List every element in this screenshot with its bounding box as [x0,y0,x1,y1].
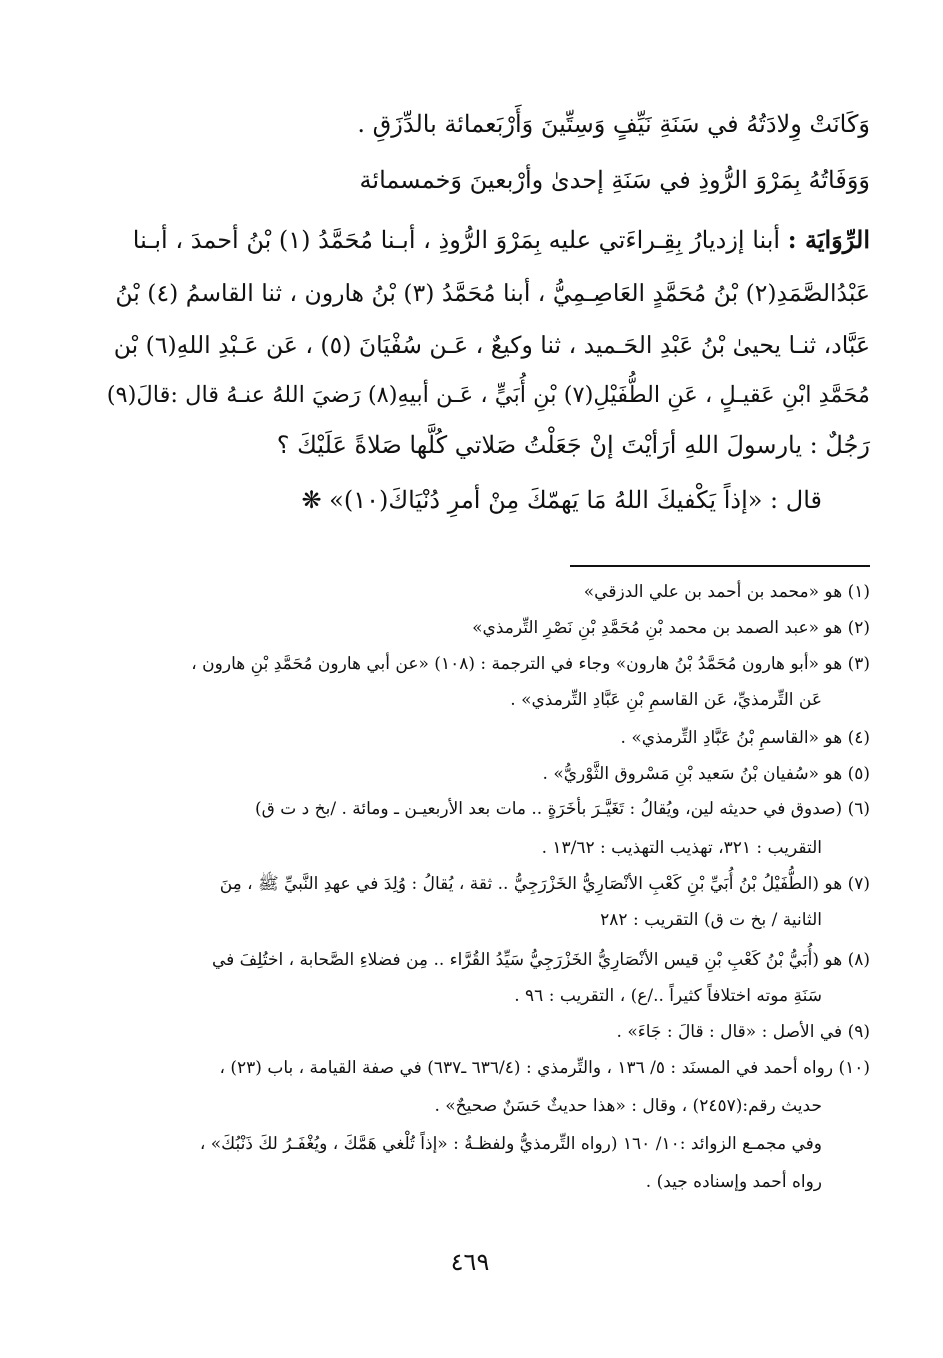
footnote-separator [570,565,870,567]
footnote-10-line-2: حديث رقم:(٢٤٥٧) ، وقال : «هذا حديثٌ حَسَنٌ صحيحٌ» . [434,1096,822,1116]
footnote-6-line-2: التقريب : ٣٢١، تهذيب التهذيب : ١٣/٦٢ . [541,838,822,858]
footnote-10-line-1: (١٠) رواه أحمد في المسنَد : ٥/ ١٣٦ ، والتِّرمذي : (٦٣٦/٤ ـ٦٣٧) في صفة القيامة ، باب (٢٣) ، [219,1058,870,1078]
footnote-10-line-3: وفي مجمـع الزوائد :١٠/ ١٦٠ (رواه التِّرمذيُّ ولفظـةُ : «إذاً تُلْغي هَمَّكَ ، ويُغْفَـرُ لكَ ذَنْبُكَ» ، [199,1134,822,1154]
footnote-9: (٩) في الأصل : «قال : قالَ : جَاءَ» . [616,1022,870,1042]
footnote-2: (٢) هو «عبد الصمد بن محمد بْنِ مُحَمَّدِ بْنِ نَصْرِ التِّرمذي» [472,618,870,638]
body-line-3-text: أبنا إزديارُ بِقِـراءَتي عليه بِمَرْوَ الرُّوذِ ، أبـنا مُحَمَّدُ (١) بْنُ أحمدَ ، أبـنا [132,226,781,254]
body-line-2: وَوَفَاتُهُ بِمَرْوَ الرُّوذِ في سَنَةِ إحدىٰ وأرْبعينَ وَخمسمائة [359,166,870,194]
body-line-3 [100,225,870,254]
body-line-4: عَبْدُالصَّمَدِ(٢) بْنُ مُحَمَّدٍ العَاصِـمِيُّ ، أبنا مُحَمَّدُ (٣) بْنُ هارون ، ثنا القاسمُ (٤) بْنُ [115,279,870,307]
footnote-1: (١) هو «محمد بن أحمد بن علي الدزقي» [583,582,870,602]
footnote-8-line-2: سَنَةِ موته اختلافاً كثيراً ../ع) ، التقريب : ٩٦ . [514,986,822,1006]
footnote-6-line-1: (٦) (صدوق في حديثه لين، ويُقالُ : تَغَيَّـرَ بأخَرَةٍ .. مات بعد الأربعيـن ـ ومائة . /بخ د ت ق) [255,799,870,819]
page-number: ٤٦٩ [450,1248,490,1276]
footnote-10-line-4: رواه أحمد وإسناده جيد) . [645,1172,822,1192]
body-line-5: عَبَّاد، ثنـا يحيىٰ بْنُ عَبْدِ الحَـميد ، ثنا وكيعٌ ، عَـن سُفْيَانَ (٥) ، عَن عَـبْدِ اللهِ(٦) بْن [113,331,870,359]
body-line-8: قال : «إذاً يَكْفيكَ اللهُ مَا يَهمّكَ مِنْ أمرِ دُنْيَاكَ(١٠)» ❋ [301,486,822,514]
footnote-7-line-2: الثانية / بخ ت ق) التقريب : ٢٨٢ [600,910,822,930]
body-line-7: رَجُلٌ : يارسولَ اللهِ أرَأيْتَ إنْ جَعَلْتُ صَلاتي كُلَّها صَلاةً عَلَيْكَ ؟ [276,431,870,459]
footnote-3-line-1: (٣) هو «أبو هارون مُحَمَّدُ بْنُ هارون» وجاء في الترجمة : (١٠٨) «عن أبي هارون مُحَمَّدِ بْنِ هارون ، [191,654,870,674]
footnote-3-line-2: عَن التِّرمذيِّ، عَن القاسمِ بْنِ عَبَّادِ التِّرمذي» . [510,690,822,710]
body-line-1: وَكَانَتْ وِلادَتُهُ في سَنَةِ نَيِّفٍ وَسِتِّينَ وَأَرْبَعمائة بالدِّزَقِ . [357,110,870,138]
footnote-7-line-1: (٧) هو (الطُّفَيْلُ بْنُ أُبَيِّ بْنِ كَعْبِ الأنْصَارِيُّ الخَزْرَجِيُّ .. ثقة ، يُقالُ : وُلِدَ في عهدِ النَّبيِّ ﷺ ، مِنَ [219,874,870,894]
footnote-8-line-1: (٨) هو (أُبَيُّ بْنُ كَعْبِ بْنِ قيس الأنْصَارِيُّ الخَزْرَجِيُّ سَيِّدُ القُرَّاء .. مِن فضلاءِ الصَّحابة ، اختُلِفَ في [211,950,870,970]
footnote-4: (٤) هو «القاسمِ بْنُ عَبَّادِ التِّرمذي» . [620,728,870,748]
riwaya-label: الرِّوَايَة : [787,225,870,254]
body-line-6: مُحَمَّدِ ابْنِ عَقيـلٍ ، عَنِ الطُّفَيْلِ(٧) بْنِ أُبَيٍّ ، عَـن أبيهِ(٨) رَضيَ اللهُ عنـهُ قال :قالَ(٩) [106,382,870,408]
footnote-5: (٥) هو «سُفيان بْنُ سَعيد بْنِ مَسْروق الثَّوْريُّ» . [542,764,870,784]
